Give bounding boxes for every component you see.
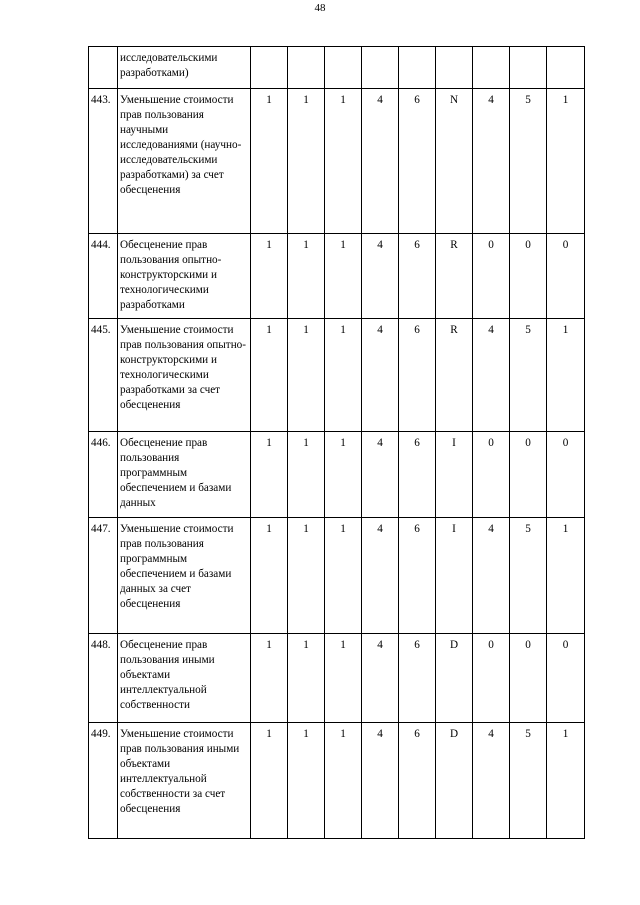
code-cell: 1: [325, 634, 362, 723]
code-cell: 4: [473, 723, 510, 839]
code-cell: 1: [288, 319, 325, 432]
table-row: [89, 234, 585, 319]
code-cell: 0: [547, 432, 585, 518]
code-cell: 1: [251, 432, 288, 518]
code-cell: 1: [251, 723, 288, 839]
code-cell: 1: [325, 319, 362, 432]
code-cell: [288, 47, 325, 89]
code-cell: 5: [510, 89, 547, 234]
code-cell: 6: [399, 518, 436, 634]
row-number: 448.: [89, 634, 118, 723]
code-cell: 5: [510, 319, 547, 432]
row-description: Обесценение прав пользования программным обеспечением и базами данных: [118, 432, 251, 518]
code-cell: 1: [325, 89, 362, 234]
code-cell: [510, 47, 547, 89]
code-cell: 0: [510, 234, 547, 319]
code-cell: 4: [362, 634, 399, 723]
row-description: Обесценение прав пользования иными объектами интеллектуальной собственности: [118, 634, 251, 723]
code-cell: 4: [362, 518, 399, 634]
code-cell: 4: [362, 723, 399, 839]
code-cell: 1: [547, 518, 585, 634]
code-cell: D: [436, 634, 473, 723]
code-cell: 1: [288, 432, 325, 518]
row-description: Уменьшение стоимости прав пользования научными исследованиями (научно-исследовательскими разработками) за счет обесценения: [118, 89, 251, 234]
row-number: 449.: [89, 723, 118, 839]
row-number: 447.: [89, 518, 118, 634]
row-number: 445.: [89, 319, 118, 432]
code-cell: 0: [510, 634, 547, 723]
code-cell: 0: [547, 234, 585, 319]
code-cell: 1: [251, 89, 288, 234]
code-cell: 0: [473, 234, 510, 319]
code-cell: 6: [399, 234, 436, 319]
code-cell: I: [436, 518, 473, 634]
code-cell: 0: [510, 432, 547, 518]
code-cell: 1: [251, 518, 288, 634]
code-cell: 1: [325, 432, 362, 518]
code-cell: 1: [325, 518, 362, 634]
code-cell: R: [436, 234, 473, 319]
code-cell: N: [436, 89, 473, 234]
row-number: 443.: [89, 89, 118, 234]
code-cell: 4: [362, 89, 399, 234]
code-cell: 1: [325, 723, 362, 839]
table-row: [89, 432, 585, 518]
code-cell: 4: [362, 234, 399, 319]
code-cell: 1: [547, 319, 585, 432]
code-cell: 6: [399, 723, 436, 839]
code-cell: 1: [288, 518, 325, 634]
code-cell: D: [436, 723, 473, 839]
code-cell: 1: [251, 234, 288, 319]
code-cell: 0: [473, 432, 510, 518]
table-row: [89, 319, 585, 432]
code-cell: 1: [251, 319, 288, 432]
code-cell: 6: [399, 634, 436, 723]
table-row: [89, 47, 585, 89]
code-cell: I: [436, 432, 473, 518]
code-cell: [362, 47, 399, 89]
table-row: [89, 518, 585, 634]
row-description: Обесценение прав пользования опытно-конструкторскими и технологическими разработками: [118, 234, 251, 319]
code-cell: 4: [362, 319, 399, 432]
row-number: 444.: [89, 234, 118, 319]
accounts-table: [88, 46, 585, 839]
code-cell: 5: [510, 723, 547, 839]
table-row: [89, 634, 585, 723]
code-cell: 0: [473, 634, 510, 723]
code-cell: 6: [399, 89, 436, 234]
code-cell: 4: [473, 518, 510, 634]
row-description: Уменьшение стоимости прав пользования опытно-конструкторскими и технологическими разработками за счет обесценения: [118, 319, 251, 432]
page-number: 48: [314, 2, 326, 14]
code-cell: 4: [362, 432, 399, 518]
code-cell: 6: [399, 319, 436, 432]
code-cell: 1: [547, 723, 585, 839]
code-cell: 4: [473, 319, 510, 432]
code-cell: [436, 47, 473, 89]
code-cell: [399, 47, 436, 89]
code-cell: [473, 47, 510, 89]
row-description: Уменьшение стоимости прав пользования иными объектами интеллектуальной собственности за счет обесценения: [118, 723, 251, 839]
code-cell: 1: [288, 234, 325, 319]
code-cell: 1: [288, 634, 325, 723]
code-cell: 1: [288, 89, 325, 234]
code-cell: 1: [288, 723, 325, 839]
table-row: [89, 723, 585, 839]
code-cell: 1: [251, 634, 288, 723]
code-cell: 1: [547, 89, 585, 234]
row-description: исследовательскими разработками): [118, 47, 251, 89]
code-cell: [547, 47, 585, 89]
code-cell: 4: [473, 89, 510, 234]
table-row: [89, 89, 585, 234]
row-number: [89, 47, 118, 89]
row-description: Уменьшение стоимости прав пользования программным обеспечением и базами данных за счет обесценения: [118, 518, 251, 634]
code-cell: R: [436, 319, 473, 432]
code-cell: 0: [547, 634, 585, 723]
code-cell: 5: [510, 518, 547, 634]
row-number: 446.: [89, 432, 118, 518]
code-cell: 6: [399, 432, 436, 518]
code-cell: 1: [325, 234, 362, 319]
code-cell: [251, 47, 288, 89]
code-cell: [325, 47, 362, 89]
